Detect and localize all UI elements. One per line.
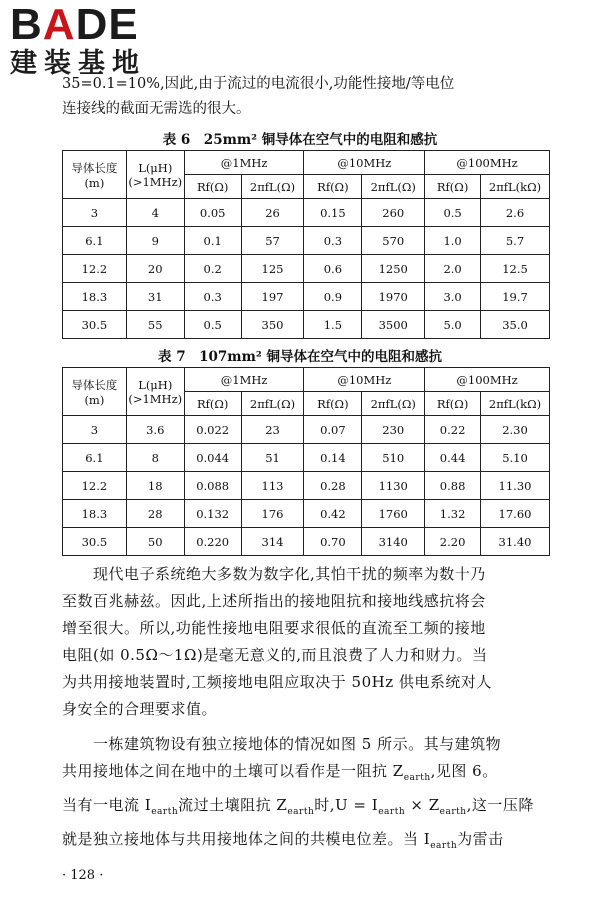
table-row: 30.5 50 0.220 314 0.70 3140 2.20 31.40 xyxy=(63,528,550,556)
head-rf: Rf(Ω) xyxy=(425,392,481,416)
table-row: 12.2 20 0.2 125 0.6 1250 2.0 12.5 xyxy=(63,255,550,283)
head-10mhz: @10MHz xyxy=(304,368,425,392)
head-xl: 2πfL(Ω) xyxy=(362,392,425,416)
table6 xyxy=(62,150,550,339)
head-rf: Rf(Ω) xyxy=(304,175,362,199)
head-xl: 2πfL(Ω) xyxy=(241,392,304,416)
table-row: 3 4 0.05 26 0.15 260 0.5 2.6 xyxy=(63,199,550,227)
head-xl: 2πfL(Ω) xyxy=(362,175,425,199)
head-xl-k: 2πfL(kΩ) xyxy=(481,392,550,416)
table7-caption: 表 7 107mm² 铜导体在空气中的电阻和感抗 xyxy=(158,349,442,365)
table-row: 30.5 55 0.5 350 1.5 3500 5.0 35.0 xyxy=(63,311,550,339)
table7 xyxy=(62,367,550,556)
head-xl: 2πfL(Ω) xyxy=(241,175,304,199)
paragraph-2: 一栋建筑物设有独立接地体的情况如图 5 所示。其与建筑物 共用接地体之间在地中的土壤可以看作是一阻抗 $Z_{earth}$,见图 6。 当有一电流 $I_{earth}$流过土壤阻抗 $Z_{earth}$时$,U = I_{earth} \times Z_{earth}$,这一压降 就是独立接地体与共用接地体之间的共模电位差。当 $I_{earth}$为雷击 xyxy=(62,735,534,851)
table-row: 18.3 31 0.3 197 0.9 1970 3.0 19.7 xyxy=(63,283,550,311)
table-row: 12.2 18 0.088 113 0.28 1130 0.88 11.30 xyxy=(63,472,550,500)
head-10mhz: @10MHz xyxy=(304,151,425,175)
head-inductance: L(μH) (>1MHz) xyxy=(126,151,184,199)
head-length: 导体长度 (m) xyxy=(63,368,127,416)
logo-subtitle: 建装基地 xyxy=(10,48,146,79)
table-row: 6.1 8 0.044 51 0.14 510 0.44 5.10 xyxy=(63,444,550,472)
table6-caption: 表 6 25mm² 铜导体在空气中的电阻和感抗 xyxy=(162,132,438,148)
intro-line-2: 连接线的截面无需选的很大。 xyxy=(62,101,251,117)
intro-paragraph xyxy=(62,72,550,122)
bade-logo xyxy=(10,2,146,80)
table-row: 6.1 9 0.1 57 0.3 570 1.0 5.7 xyxy=(63,227,550,255)
intro-line-1: 35=0.1=10%,因此,由于流过的电流很小,功能性接地/等电位 xyxy=(62,76,455,92)
head-rf: Rf(Ω) xyxy=(425,175,481,199)
head-1mhz: @1MHz xyxy=(184,151,304,175)
head-inductance: L(μH) (>1MHz) xyxy=(126,368,184,416)
head-1mhz: @1MHz xyxy=(184,368,304,392)
table-row: 3 3.6 0.022 23 0.07 230 0.22 2.30 xyxy=(63,416,550,444)
head-rf: Rf(Ω) xyxy=(184,392,241,416)
head-xl-k: 2πfL(kΩ) xyxy=(481,175,550,199)
paragraph-1: 现代电子系统绝大多数为数字化,其怕干扰的频率为数十乃 至数百兆赫兹。因此,上述所指出的接地阻抗和接地线感抗将会 增至很大。所以,功能性接地电阻要求很低的直流至工频的接地 电阻(如 0.5Ω～1Ω)是毫无意义的,而且浪费了人力和财力。当 为共用接地装置时,工频接地电阻应取决于 50Hz 供电系统对人 身安全的合理要求值。 xyxy=(62,565,492,718)
head-100mhz: @100MHz xyxy=(425,151,550,175)
head-rf: Rf(Ω) xyxy=(304,392,362,416)
page-number: · 128 · xyxy=(62,868,104,883)
head-rf: Rf(Ω) xyxy=(184,175,241,199)
head-length: 导体长度 (m) xyxy=(63,151,127,199)
logo-wordmark: BADE xyxy=(10,0,139,49)
head-100mhz: @100MHz xyxy=(425,368,550,392)
table-row: 18.3 28 0.132 176 0.42 1760 1.32 17.60 xyxy=(63,500,550,528)
